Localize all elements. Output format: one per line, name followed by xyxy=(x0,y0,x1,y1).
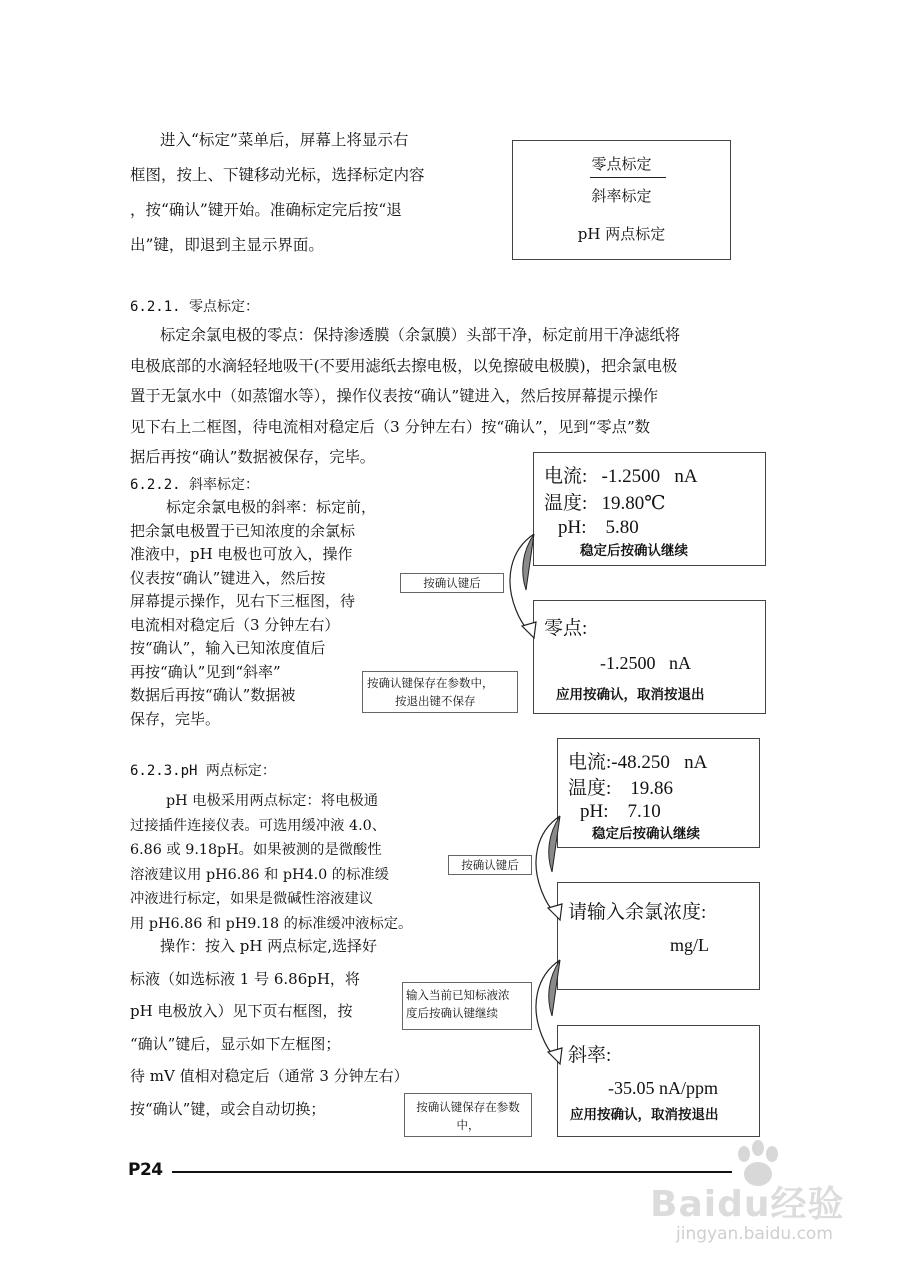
menu-item-ph-two-point-calibration[interactable]: pH 两点标定 xyxy=(577,225,666,243)
body-line: 保存，完毕。 xyxy=(130,709,221,728)
body-line: 置于无氯水中（如蒸馏水等），操作仪表按“确认”键进入，然后按屏幕提示操作 xyxy=(130,387,659,405)
screen-current-line: 电流: -1.2500 nA xyxy=(544,466,698,487)
screen-hint: 稳定后按确认继续 xyxy=(592,826,700,842)
annotation-text: 按退出键不保存 xyxy=(395,694,476,708)
annotation-label xyxy=(404,1093,532,1137)
annotation-text: 按确认键后 xyxy=(461,858,519,872)
section-title-6-2-1: 6.2.1. 零点标定： xyxy=(130,299,260,315)
body-line: 操作：按入 pH 两点标定,选择好 xyxy=(160,937,377,955)
screen-ph-line: pH: 7.10 xyxy=(580,801,661,822)
screen-unit-mg-per-l: mg/L xyxy=(670,935,709,955)
screen-temperature-line: 温度: 19.80℃ xyxy=(544,493,666,514)
body-line: 把余氯电极置于已知浓度的余氯标 xyxy=(130,521,356,540)
body-line: 标定余氯电极的斜率：标定前， xyxy=(166,498,377,516)
body-line: 据后再按“确认”数据被保存，完毕。 xyxy=(130,448,376,466)
screen-hint: 稳定后按确认继续 xyxy=(580,543,688,559)
annotation-label xyxy=(362,671,518,713)
annotation-label xyxy=(448,855,532,875)
body-line: 过接插件连接仪表。可选用缓冲液 4.0、 xyxy=(130,817,387,834)
screen-temperature-line: 温度: 19.86 xyxy=(568,778,674,799)
section-6-2-3-body xyxy=(130,789,470,936)
body-line: “确认”键后，显示如下左框图； xyxy=(130,1034,341,1053)
body-line: 见下右上二框图，待电流相对稳定后（3 分钟左右）按“确认”，见到“零点”数 xyxy=(130,417,651,436)
watermark-logo-text: Baidu经验 xyxy=(650,1184,845,1225)
menu-item-slope-calibration[interactable]: 斜率标定 xyxy=(591,187,652,205)
calibration-menu-box xyxy=(512,140,731,260)
intro-line: 出”键，即退到主显示界面。 xyxy=(130,236,324,254)
page-number: P24 xyxy=(128,1160,163,1180)
body-line: 准液中，pH 电极也可放入，操作 xyxy=(130,545,353,563)
screen-ph-line: pH: 5.80 xyxy=(558,517,639,538)
body-line: 按“确认”，输入已知浓度值后 xyxy=(130,639,326,657)
screen-zero-label: 零点: xyxy=(544,618,588,639)
screen-ph-measure xyxy=(557,738,760,848)
screen-input-prompt: 请输入余氯浓度: xyxy=(568,902,707,923)
curved-arrow-icon xyxy=(500,530,550,640)
intro-line: 框图，按上、下键移动光标，选择标定内容 xyxy=(130,166,425,184)
curved-arrow-icon xyxy=(526,956,576,1066)
intro-paragraph xyxy=(130,123,500,263)
screen-hint: 应用按确认，取消按退出 xyxy=(556,687,705,703)
screen-slope-value: -35.05 nA/ppm xyxy=(608,1078,718,1098)
screen-slope-label: 斜率: xyxy=(568,1045,612,1066)
screen-hint: 应用按确认，取消按退出 xyxy=(570,1107,719,1123)
curved-arrow-icon xyxy=(526,812,576,922)
footer-rule xyxy=(172,1171,732,1173)
annotation-label xyxy=(400,573,504,593)
watermark-url: jingyan.baidu.com xyxy=(676,1224,833,1244)
section-title-6-2-2: 6.2.2. 斜率标定： xyxy=(130,477,260,493)
body-line: 数据后再按“确认”数据被 xyxy=(130,686,296,704)
body-line: 标定余氯电极的零点：保持渗透膜（余氯膜）头部干净，标定前用干净滤纸将 xyxy=(160,326,681,344)
screen-zero-result xyxy=(533,600,766,714)
menu-item-zero-calibration[interactable]: 零点标定 xyxy=(591,155,652,173)
screen-zero-measure xyxy=(533,452,766,566)
menu-cursor-underline xyxy=(590,177,666,178)
body-line: 按“确认”键，或会自动切换； xyxy=(130,1099,326,1118)
annotation-text: 按确认键后 xyxy=(423,576,481,590)
body-line: 待 mV 值相对稳定后（通常 3 分钟左右） xyxy=(130,1067,409,1085)
intro-line: 进入“标定”菜单后，屏幕上将显示右 xyxy=(160,131,409,149)
annotation-text: 度后按确认键继续 xyxy=(406,1006,498,1020)
body-line: 仪表按“确认”键进入，然后按 xyxy=(130,568,326,587)
body-line: 用 pH6.86 和 pH9.18 的标准缓冲液标定。 xyxy=(130,915,413,932)
screen-slope-result xyxy=(557,1025,760,1137)
body-line: pH 电极采用两点标定：将电极通 xyxy=(166,793,379,809)
section-6-2-1-body xyxy=(130,320,780,473)
annotation-text: 中， xyxy=(456,1118,480,1132)
body-line: pH 电极放入）见下页右框图，按 xyxy=(130,1002,353,1020)
body-line: 标液（如选标液 1 号 6.86pH，将 xyxy=(130,969,360,988)
annotation-text: 按确认键保存在参数中， xyxy=(367,676,494,690)
section-title-6-2-3: 6.2.3.pH 两点标定： xyxy=(130,763,276,779)
body-line: 电极底部的水滴轻轻地吸干(不要用滤纸去擦电极，以免擦破电极膜)，把余氯电极 xyxy=(130,356,678,375)
screen-input-concentration xyxy=(557,882,760,990)
annotation-text: 按确认键保存在参数 xyxy=(416,1100,520,1114)
body-line: 电流相对稳定后（3 分钟左右） xyxy=(130,615,340,634)
body-line: 6.86 或 9.18pH。如果被测的是微酸性 xyxy=(130,842,382,858)
body-line: 溶液建议用 pH6.86 和 pH4.0 的标准缓 xyxy=(130,866,389,883)
intro-line: ，按“确认”键开始。准确标定完后按“退 xyxy=(130,201,402,219)
body-line: 屏幕提示操作，见右下三框图，待 xyxy=(130,592,356,610)
body-line: 冲液进行标定，如果是微碱性溶液建议 xyxy=(130,891,374,907)
body-line: 再按“确认”见到“斜率” xyxy=(130,662,281,681)
screen-current-line: 电流:-48.250 nA xyxy=(568,752,708,773)
screen-zero-value: -1.2500 nA xyxy=(600,653,691,673)
annotation-label xyxy=(402,982,532,1030)
annotation-text: 输入当前已知标液浓 xyxy=(406,988,510,1002)
